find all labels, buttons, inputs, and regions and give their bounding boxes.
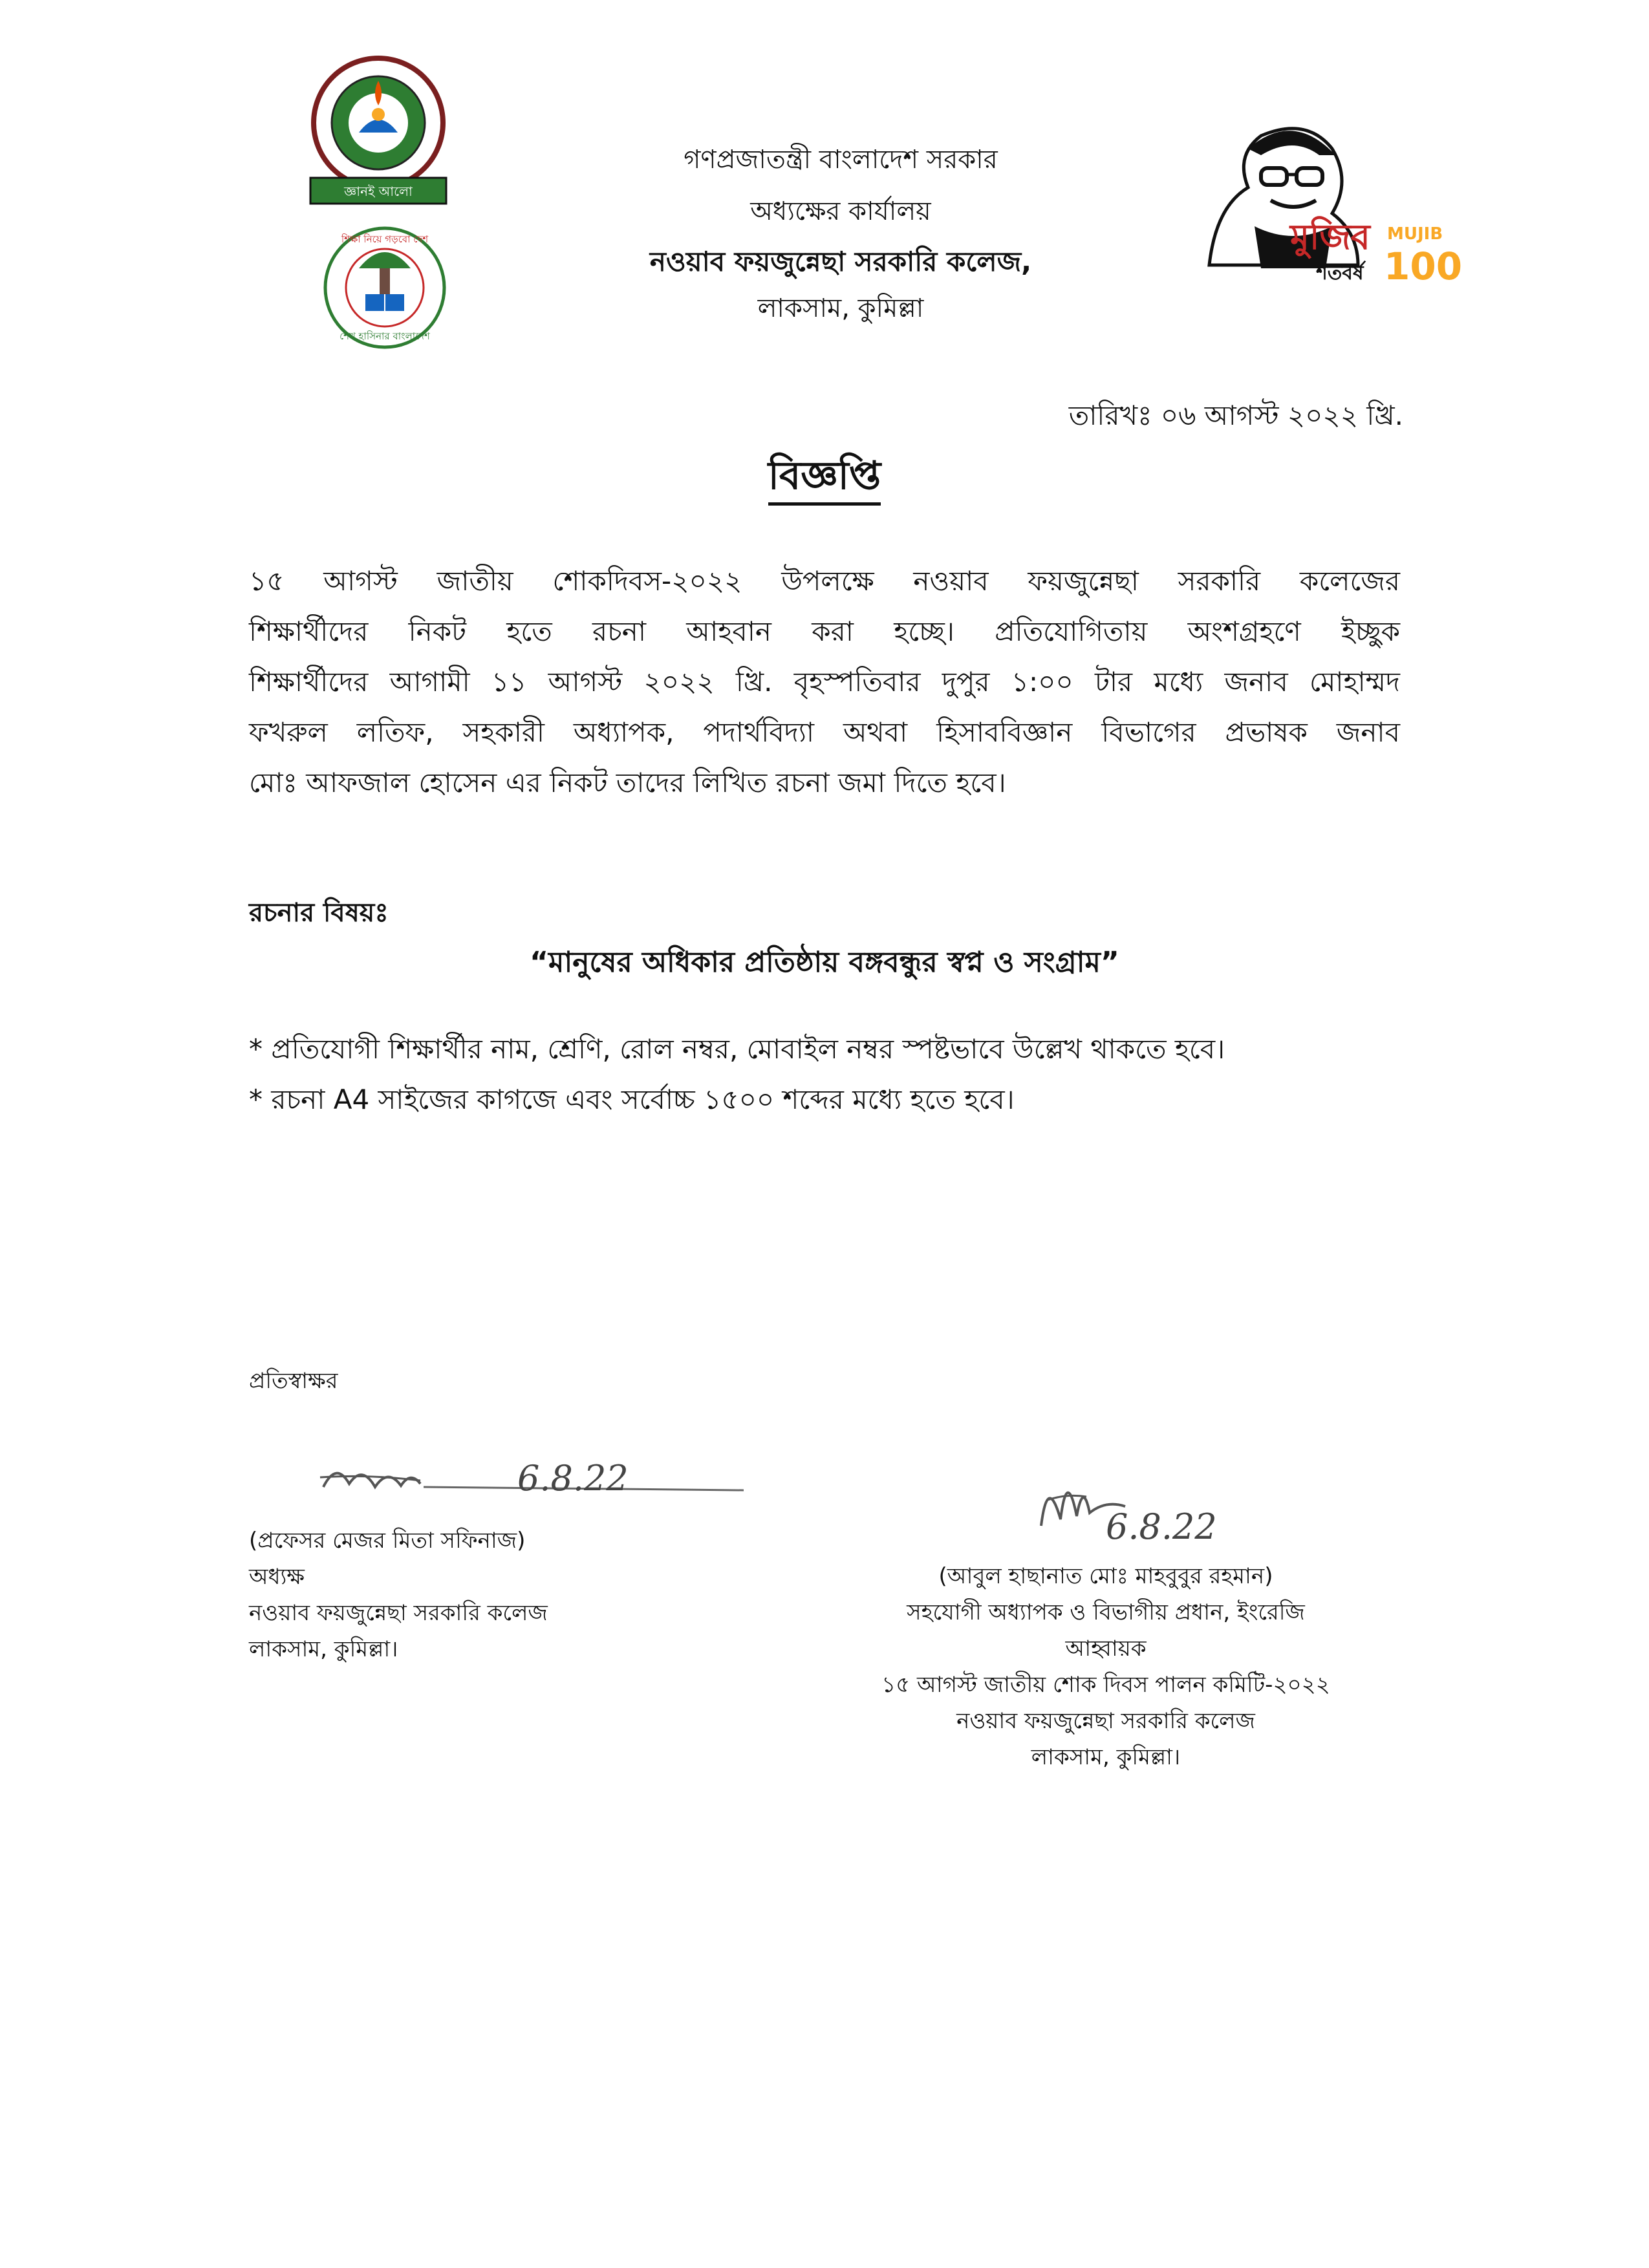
principal-place: লাকসাম, কুমিল্লা। [249, 1636, 398, 1662]
body-line: শিক্ষার্থীদের নিকট হতে রচনা আহবান করা হচ্ছে। প্রতিযোগিতায় অংশগ্রহণে ইচ্ছুক [249, 615, 1400, 647]
principal-signature-date: 6.8.22 [517, 1458, 629, 1499]
body-line: শিক্ষার্থীদের আগামী ১১ আগস্ট ২০২২ খ্রি. বৃহস্পতিবার দুপুর ১:০০ টার মধ্যে জনাব মোহাম্মদ [249, 666, 1400, 698]
convener-signature [1028, 1461, 1235, 1558]
convener-title: সহযোগী অধ্যাপক ও বিভাগীয় প্রধান, ইংরেজি [907, 1599, 1305, 1625]
mujib-en-text: MUJIB [1387, 224, 1443, 244]
seal-top-text: শিক্ষা নিয়ে গড়বো দেশ [341, 233, 429, 245]
convener-role: আহ্বায়ক [1065, 1636, 1147, 1662]
notice-date: তারিখঃ ০৬ আগস্ট ২০২২ খ্রি. [1068, 400, 1403, 431]
mujib-text: মুজিব [1290, 217, 1370, 257]
header-government: গণপ্রজাতন্ত্রী বাংলাদেশ সরকার [684, 145, 998, 175]
body-line: ১৫ আগস্ট জাতীয় শোকদিবস-২০২২ উপলক্ষে নওয়াব ফয়জুন্নেছা সরকারি কলেজের [249, 565, 1400, 597]
principal-name: (প্রফেসর মেজর মিতা সফিনাজ) [249, 1528, 526, 1554]
countersign-label: প্রতিস্বাক্ষর [249, 1368, 338, 1394]
convener-committee: ১৫ আগস্ট জাতীয় শোক দিবস পালন কমিটি-২০২২ [881, 1672, 1330, 1698]
instruction-note: * রচনা A4 সাইজের কাগজে এবং সর্বোচ্চ ১৫০০ শব্দের মধ্যে হতে হবে। [249, 1084, 1015, 1115]
convener-signature-date: 6.8.22 [1106, 1506, 1217, 1547]
principal-signature-block [249, 1523, 548, 1667]
principal-org: নওয়াব ফয়জুন্নেছা সরকারি কলেজ [249, 1600, 548, 1626]
header-location: লাকসাম, কুমিল্লা [757, 294, 924, 323]
header-office: অধ্যক্ষের কার্যালয় [750, 197, 931, 226]
education-seal-logo [320, 223, 449, 352]
body-line: ফখরুল লতিফ, সহকারী অধ্যাপক, পদার্থবিদ্যা অথবা হিসাববিজ্ঞান বিভাগের প্রভাষক জনাব [249, 716, 1400, 748]
notice-body [249, 556, 1400, 808]
convener-place: লাকসাম, কুমিল্লা। [1031, 1744, 1181, 1770]
principal-signature [317, 1448, 757, 1519]
mujib-number-text: 100 [1384, 244, 1463, 288]
instruction-note: * প্রতিযোগী শিক্ষার্থীর নাম, শ্রেণি, রোল নম্বর, মোবাইল নম্বর স্পষ্টভাবে উল্লেখ থাকতে হবে। [249, 1033, 1225, 1065]
principal-title: অধ্যক্ষ [249, 1564, 305, 1590]
topic-label: রচনার বিষয়ঃ [249, 898, 389, 928]
seal-ribbon-text: জ্ঞানই আলো [344, 184, 413, 199]
convener-name: (আবুল হাছানাত মোঃ মাহবুবুর রহমান) [938, 1563, 1273, 1589]
college-seal-logo [297, 55, 459, 210]
mujib-sub-text: শতবর্ষ [1316, 262, 1364, 284]
seal-bottom-text: শেখ হাসিনার বাংলাদেশ [339, 330, 430, 342]
convener-org: নওয়াব ফয়জুন্নেছা সরকারি কলেজ [956, 1708, 1255, 1734]
notice-title [0, 446, 1649, 511]
essay-topic: “মানুষের অধিকার প্রতিষ্ঠায় বঙ্গবন্ধুর স্বপ্ন ও সংগ্রাম” [530, 946, 1119, 979]
convener-signature-block [815, 1558, 1397, 1775]
notice-title-text: বিজ্ঞপ্তি [768, 453, 881, 506]
body-line: মোঃ আফজাল হোসেন এর নিকট তাদের লিখিত রচনা জমা দিতে হবে। [249, 767, 1006, 798]
header-college: নওয়াব ফয়জুন্নেছা সরকারি কলেজ, [649, 246, 1032, 277]
